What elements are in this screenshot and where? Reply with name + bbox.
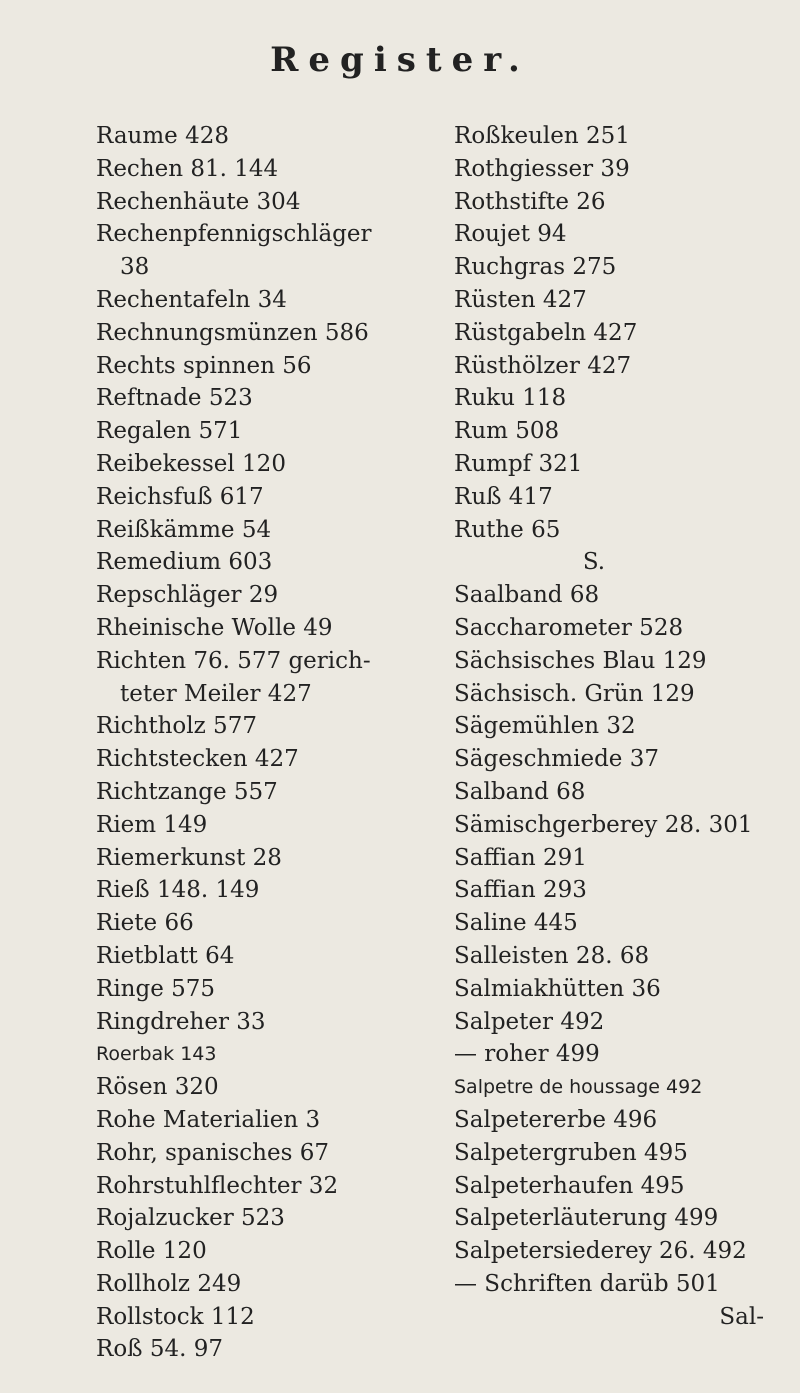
index-entry: Rösen 320	[96, 1074, 219, 1101]
index-entry: Riem 149	[96, 811, 208, 838]
index-entry: Ringdreher 33	[96, 1008, 266, 1035]
index-entry: Rieß 148. 149	[96, 877, 260, 904]
index-entry: Repschläger 29	[96, 582, 279, 609]
index-entry: Saalband 68	[454, 582, 600, 609]
index-entry: Rohe Materialien 3	[96, 1106, 321, 1133]
index-entry: Raume 428	[96, 123, 230, 149]
index-entry: Ruchgras 275	[454, 254, 617, 281]
index-entry: Roujet 94	[454, 221, 567, 248]
index-entry: Salmiakhütten 36	[454, 975, 661, 1002]
index-entry: Richten 76. 577 gerich-	[96, 647, 371, 674]
index-entry: Saffian 291	[454, 844, 587, 871]
index-entry: Sägemühlen 32	[454, 713, 636, 740]
index-entry: Reichsfuß 617	[96, 483, 264, 510]
index-entry: Rheinische Wolle 49	[96, 614, 333, 641]
index-entry: Roßkeulen 251	[454, 123, 630, 149]
index-entry: 38	[120, 254, 150, 281]
index-entry: Ringe 575	[96, 975, 216, 1002]
index-entry: Rüsten 427	[454, 286, 587, 313]
index-entry: Ruku 118	[454, 385, 567, 412]
right-column	[454, 120, 784, 1333]
index-entry: Rechentafeln 34	[96, 286, 287, 313]
index-entry: Salleisten 28. 68	[454, 942, 650, 969]
index-entry: Rollstock 112	[96, 1303, 255, 1330]
index-entry: Rothgiesser 39	[454, 155, 630, 182]
index-entry: Riemerkunst 28	[96, 844, 282, 871]
index-entry: Sal-	[719, 1303, 764, 1330]
index-entry: Regalen 571	[96, 418, 243, 445]
index-entry: Salpetergruben 495	[454, 1139, 688, 1166]
index-entry: Rohrstuhlflechter 32	[96, 1172, 339, 1199]
index-entry: Rohr, spanisches 67	[96, 1139, 329, 1166]
index-entry: Salpetre de houssage 492	[454, 1076, 703, 1099]
index-entry: Salpeterhaufen 495	[454, 1172, 685, 1199]
index-entry: Rechen 81. 144	[96, 155, 279, 182]
index-entry: Ruß 417	[454, 483, 553, 510]
left-column	[96, 120, 426, 1366]
index-entry: Roß 54. 97	[96, 1336, 223, 1363]
index-entry: Richtzange 557	[96, 778, 278, 805]
index-entry: Sächsisches Blau 129	[454, 647, 707, 674]
index-entry: Rechnungsmünzen 586	[96, 319, 369, 346]
index-entry: S.	[582, 549, 606, 576]
index-entry: Rietblatt 64	[96, 942, 235, 969]
index-entry: Riete 66	[96, 910, 194, 937]
index-entry: teter Meiler 427	[120, 680, 312, 707]
index-entry: Rumpf 321	[454, 450, 583, 477]
index-entry: Salpeterläuterung 499	[454, 1205, 719, 1232]
index-entry: Roerbak 143	[96, 1043, 217, 1066]
index-entry: Rüstgabeln 427	[454, 319, 638, 346]
index-entry: Remedium 603	[96, 549, 273, 576]
index-entry: Saffian 293	[454, 877, 587, 904]
index-entry: Sämischgerberey 28. 301	[454, 811, 753, 838]
index-entry: Reißkämme 54	[96, 516, 272, 543]
index-entry: Sägeschmiede 37	[454, 746, 659, 773]
index-entry: — roher 499	[454, 1041, 600, 1068]
index-entry: Rolle 120	[96, 1238, 207, 1265]
index-entry: Rechts spinnen 56	[96, 352, 312, 379]
index-entry: Rum 508	[454, 418, 560, 445]
index-entry: Richtstecken 427	[96, 746, 299, 773]
index-entry: Saccharometer 528	[454, 614, 684, 641]
index-entry: Rechenpfennigschläger	[96, 221, 372, 248]
index-entry: Rojalzucker 523	[96, 1205, 285, 1232]
index-entry: Reibekessel 120	[96, 450, 286, 477]
index-entry: Saline 445	[454, 910, 578, 937]
index-entry: Reftnade 523	[96, 385, 253, 412]
index-entry: Salpeter 492	[454, 1008, 605, 1035]
index-entry: Richtholz 577	[96, 713, 257, 740]
index-entry: — Schriften darüb 501	[454, 1270, 720, 1297]
page-header: Register.	[270, 40, 530, 80]
index-entry: Rollholz 249	[96, 1270, 242, 1297]
index-entry: Salpetersiederey 26. 492	[454, 1238, 747, 1265]
index-entry: Salpetererbe 496	[454, 1106, 658, 1133]
index-entry: Salband 68	[454, 778, 586, 805]
index-entry: Rüsthölzer 427	[454, 352, 632, 379]
index-entry: Rothstifte 26	[454, 188, 606, 215]
index-entry: Rechenhäute 304	[96, 188, 301, 215]
index-entry: Sächsisch. Grün 129	[454, 680, 695, 707]
index-entry: Ruthe 65	[454, 516, 561, 543]
